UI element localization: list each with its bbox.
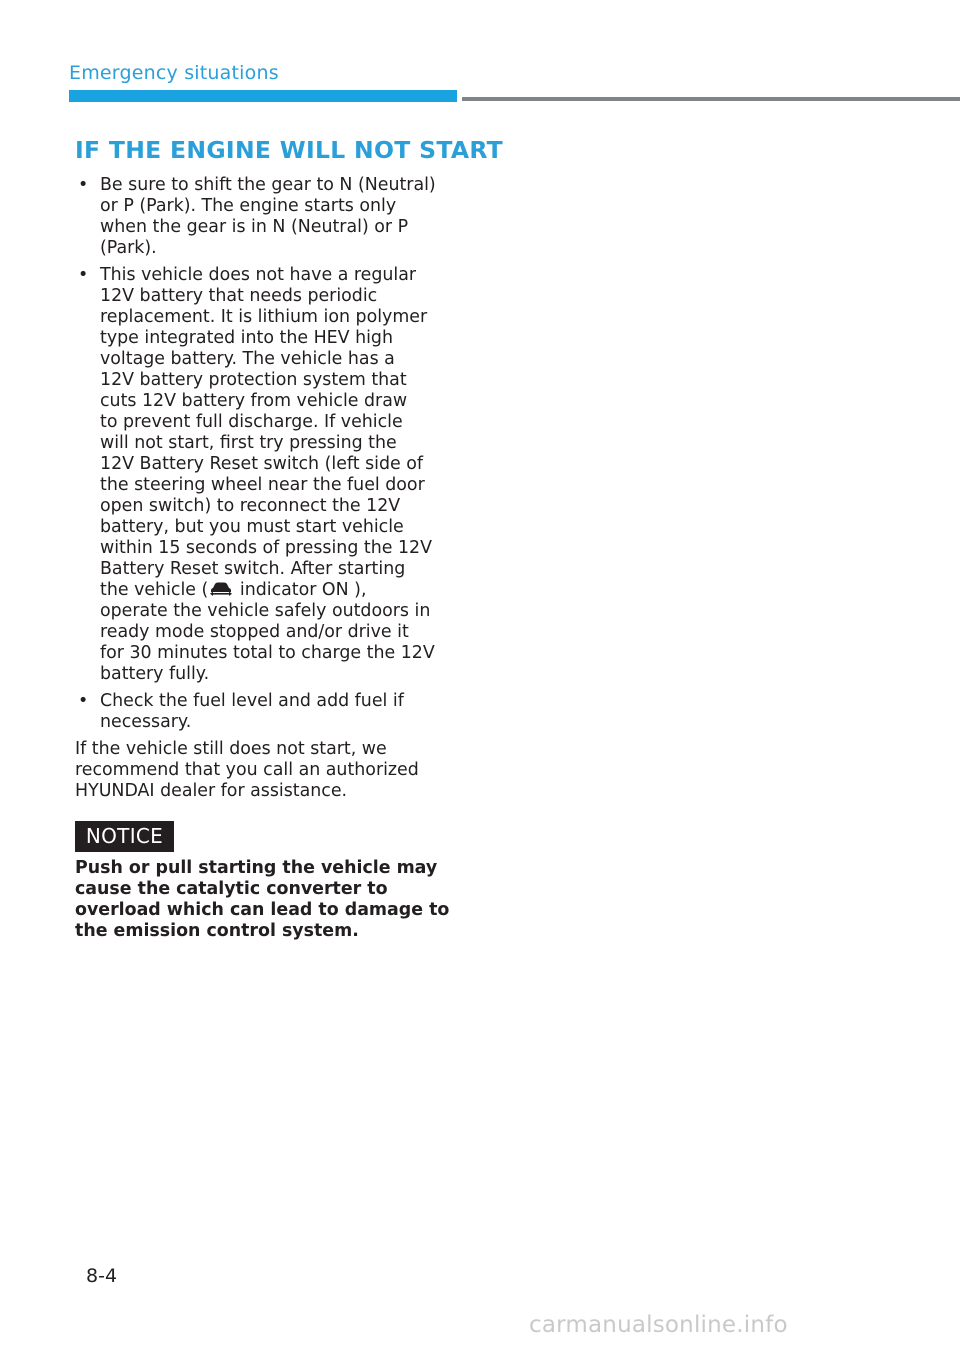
- bullet-dot: •: [78, 691, 89, 711]
- text-line: replacement. It is lithium ion polymer: [100, 307, 428, 327]
- text-line: Be sure to shift the gear to N (Neutral): [100, 175, 436, 195]
- bullet-dot: •: [78, 175, 89, 195]
- text-line: within 15 seconds of pressing the 12V: [100, 538, 432, 558]
- text-line: cause the catalytic converter to: [75, 879, 388, 899]
- bullet-item-battery: [75, 265, 445, 685]
- text-line: type integrated into the HEV high: [100, 328, 393, 348]
- text-line: recommend that you call an authorized: [75, 760, 419, 780]
- text-line: open switch) to reconnect the 12V: [100, 496, 401, 516]
- text-line: or P (Park). The engine starts only: [100, 196, 397, 216]
- text-line: If the vehicle still does not start, we: [75, 739, 387, 759]
- ready-indicator-icon: [209, 581, 233, 597]
- text-line-with-icon: [100, 580, 445, 601]
- text-line: the emission control system.: [75, 921, 359, 941]
- section-body: [75, 175, 445, 802]
- text-line: cuts 12V battery from vehicle draw: [100, 391, 408, 411]
- bullet-list: [75, 175, 445, 733]
- text-line: voltage battery. The vehicle has a: [100, 349, 395, 369]
- text-line: 12V battery protection system that: [100, 370, 407, 390]
- text-line: battery fully.: [100, 664, 210, 684]
- text-fragment: the vehicle (: [100, 580, 209, 600]
- text-line: Battery Reset switch. After starting: [100, 559, 406, 579]
- text-line: to prevent full discharge. If vehicle: [100, 412, 403, 432]
- text-line: ready mode stopped and/or drive it: [100, 622, 409, 642]
- text-line: Check the fuel level and add fuel if: [100, 691, 404, 711]
- page-number: 8-4: [86, 1265, 118, 1287]
- bullet-dot: •: [78, 265, 89, 285]
- text-line: the steering wheel near the fuel door: [100, 475, 425, 495]
- text-line: necessary.: [100, 712, 192, 732]
- closing-paragraph: [75, 739, 445, 802]
- watermark: carmanualsonline.info: [529, 1312, 788, 1338]
- text-line: operate the vehicle safely outdoors in: [100, 601, 431, 621]
- bullet-item-gear: [75, 175, 445, 259]
- text-line: 12V Battery Reset switch (left side of: [100, 454, 423, 474]
- section-heading: IF THE ENGINE WILL NOT START: [75, 136, 504, 164]
- notice-text: [75, 858, 450, 942]
- text-line: for 30 minutes total to charge the 12V: [100, 643, 435, 663]
- text-line: (Park).: [100, 238, 157, 258]
- header-rule-accent: [69, 90, 457, 102]
- text-line: Push or pull starting the vehicle may: [75, 858, 438, 878]
- notice-badge: NOTICE: [75, 821, 174, 852]
- header-rule-gray: [462, 97, 960, 101]
- text-line: HYUNDAI dealer for assistance.: [75, 781, 348, 801]
- text-line: battery, but you must start vehicle: [100, 517, 404, 537]
- text-line: overload which can lead to damage to: [75, 900, 450, 920]
- text-line: will not start, first try pressing the: [100, 433, 397, 453]
- text-line: 12V battery that needs periodic: [100, 286, 378, 306]
- text-fragment: indicator ON ),: [234, 580, 367, 600]
- bullet-item-fuel: [75, 691, 445, 733]
- text-line: This vehicle does not have a regular: [100, 265, 417, 285]
- text-line: when the gear is in N (Neutral) or P: [100, 217, 409, 237]
- chapter-title: Emergency situations: [69, 62, 279, 84]
